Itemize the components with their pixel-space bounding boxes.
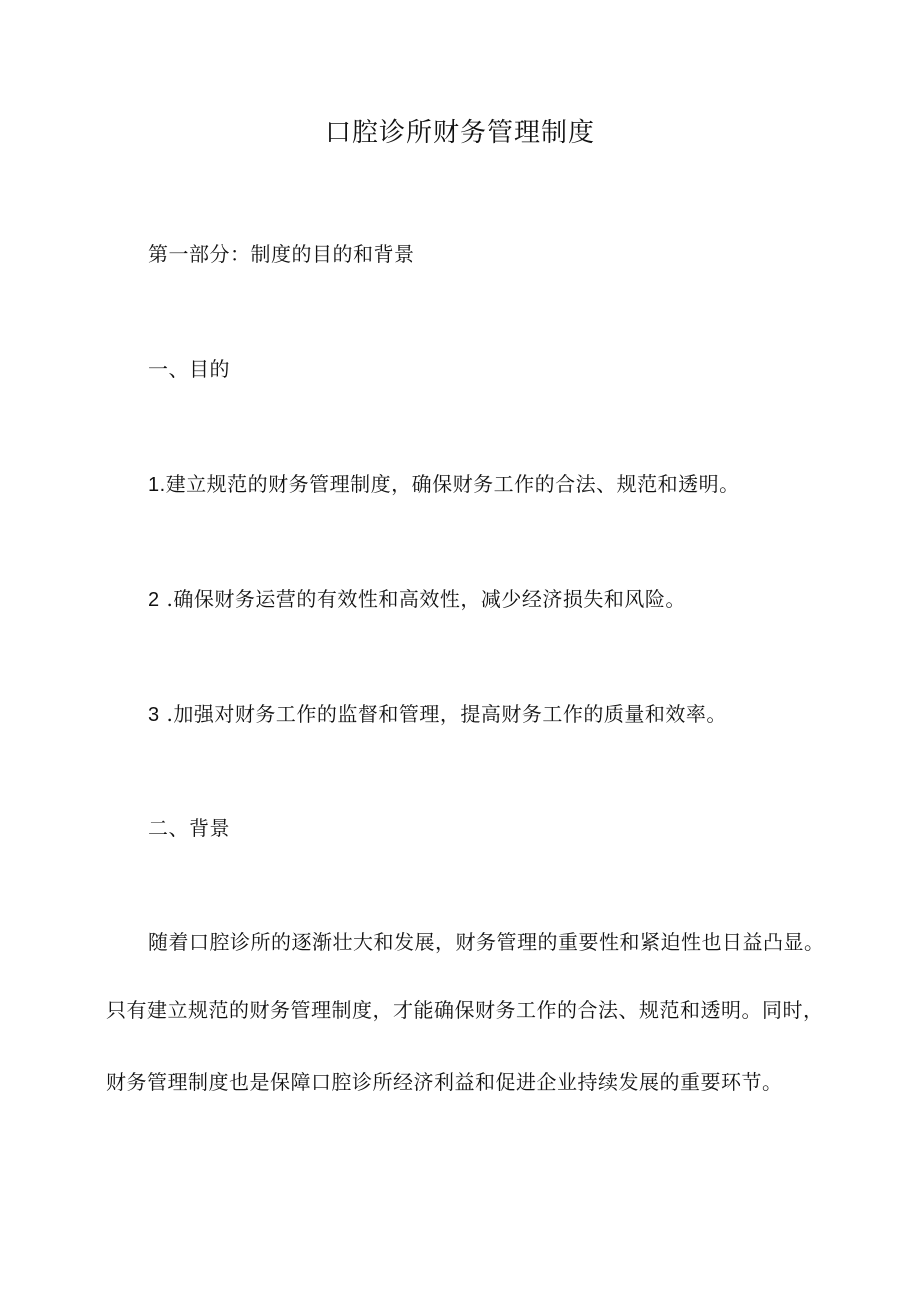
purpose-item-3 bbox=[148, 700, 727, 729]
purpose-item-2 bbox=[148, 585, 686, 614]
part-heading: 第一部分：制度的目的和背景 bbox=[148, 242, 415, 266]
background-paragraph-line-1: 随着口腔诊所的逐渐壮大和发展，财务管理的重要性和紧迫性也日益凸显。 bbox=[148, 930, 825, 954]
background-paragraph-line-3: 财务管理制度也是保障口腔诊所经济利益和促进企业持续发展的重要环节。 bbox=[106, 1070, 783, 1094]
purpose-item-1 bbox=[148, 470, 740, 499]
purpose-item-3-text: .加强对财务工作的监督和管理，提高财务工作的质量和效率。 bbox=[166, 702, 727, 726]
section-1-heading: 一、目的 bbox=[148, 357, 230, 381]
purpose-item-3-number: 3 bbox=[148, 704, 160, 726]
document-title: 口腔诊所财务管理制度 bbox=[324, 118, 595, 148]
purpose-item-2-text: .确保财务运营的有效性和高效性，减少经济损失和风险。 bbox=[166, 587, 686, 611]
purpose-item-1-number: 1. bbox=[148, 474, 166, 496]
section-2-heading: 二、背景 bbox=[148, 816, 230, 840]
background-paragraph-line-2: 只有建立规范的财务管理制度，才能确保财务工作的合法、规范和透明。同时， bbox=[106, 998, 824, 1022]
purpose-item-2-number: 2 bbox=[148, 589, 160, 611]
purpose-item-1-text: 建立规范的财务管理制度，确保财务工作的合法、规范和透明。 bbox=[165, 472, 740, 496]
